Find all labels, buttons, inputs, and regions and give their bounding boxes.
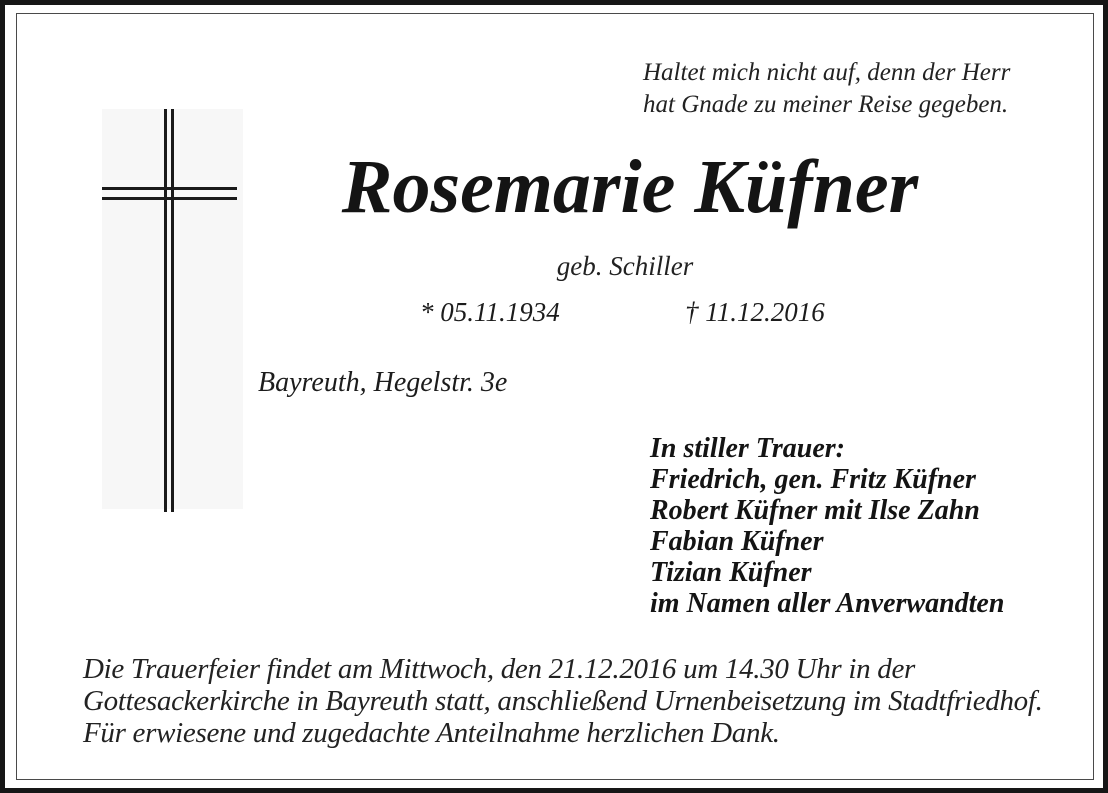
residence-address: Bayreuth, Hegelstr. 3e bbox=[258, 367, 508, 398]
mourners-block bbox=[650, 433, 1004, 619]
death-date: † 11.12.2016 bbox=[685, 297, 825, 327]
mourner-line: Robert Küfner mit Ilse Zahn bbox=[650, 495, 980, 526]
ceremony-line-3: Für erwiesene und zugedachte Anteilnahme herzlichen Dank. bbox=[83, 717, 780, 749]
ceremony-line-2: Gottesackerkirche in Bayreuth statt, anschließend Urnenbeisetzung im Stadtfriedhof. bbox=[83, 685, 1043, 717]
mourner-line: Tizian Küfner bbox=[650, 557, 812, 588]
birth-date: * 05.11.1934 bbox=[420, 297, 560, 327]
mourner-line: Fabian Küfner bbox=[650, 526, 824, 557]
scripture-quote-line-2: hat Gnade zu meiner Reise gegeben. bbox=[643, 91, 1009, 118]
cross-vertical-bar bbox=[164, 109, 174, 512]
ceremony-line-1: Die Trauerfeier findet am Mittwoch, den 21.12.2016 um 14.30 Uhr in der bbox=[83, 653, 916, 685]
cross-horizontal-bar bbox=[102, 187, 237, 200]
deceased-name: Rosemarie Küfner bbox=[341, 145, 919, 229]
mourners-heading: In stiller Trauer: bbox=[650, 433, 845, 464]
maiden-name: geb. Schiller bbox=[556, 251, 694, 281]
mourner-line: im Namen aller Anverwandten bbox=[650, 588, 1005, 619]
ceremony-details bbox=[83, 653, 1063, 749]
scripture-quote bbox=[643, 57, 1010, 121]
scripture-quote-line-1: Haltet mich nicht auf, denn der Herr bbox=[643, 59, 1011, 86]
mourner-line: Friedrich, gen. Fritz Küfner bbox=[650, 464, 976, 495]
